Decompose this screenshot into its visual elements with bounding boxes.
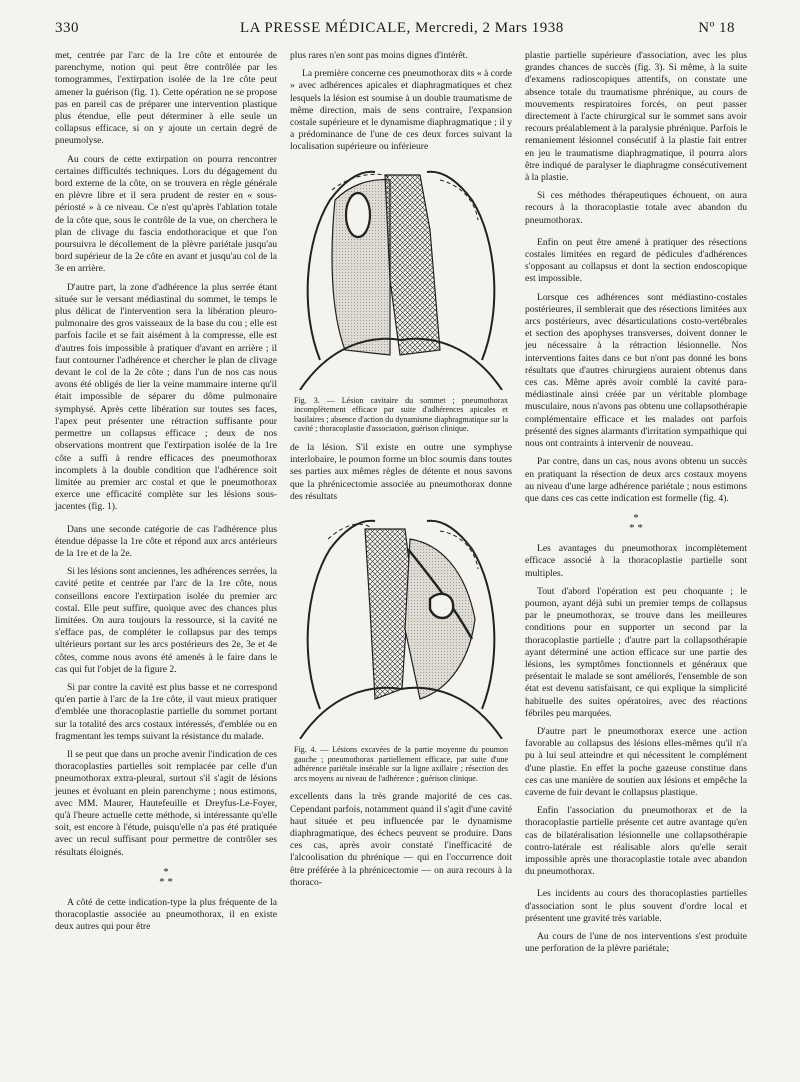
figure-3-thorax-diagram bbox=[290, 160, 512, 390]
paragraph: Enfin l'association du pneumothorax et de la thoracoplastie partielle présente cet autre avantage qu'en cas de bilatéralisation lésionnelle une collapsothérapie contro-latérale est réalisable alors qu'elle serait impossible après une thoracoplastie totale avec abandon du pneumothorax. bbox=[525, 805, 747, 878]
paragraph: D'autre part le pneumothorax exerce une action favorable au collapsus des lésions elles-mêmes qu'il n'a pu à lui seul atteindre et qui nécessitent le complément d'une plastie. En effet la poche gazeuse constitue dans ces cas une manière de soutien aux lésions et empêche la caverne de fuir devant le collapsus plastique. bbox=[525, 725, 747, 798]
paragraph: de la lésion. S'il existe en outre une symphyse interlobaire, le poumon forme un bloc soumis dans toutes ses parties aux mêmes règles de détente et nous savons que la phrénicectomie associée au pneumothorax donne des résultats bbox=[290, 442, 512, 502]
paragraph: Les incidents au cours des thoracoplasties partielles d'association sont le plus souvent d'ordre local et présentent une gravité très variable. bbox=[525, 888, 747, 924]
paragraph: Par contre, dans un cas, nous avons obtenu un succès en pratiquant la résection de deux arcs costaux moyens au niveau d'une large adhérence pariétale ; nous estimons que dans ces cas cette indication est formelle (fig. 4). bbox=[525, 456, 747, 504]
figure-4-caption: Fig. 4. — Lésions excavées de la partie moyenne du poumon gauche ; pneumothorax partiellement efficace, par suite d'une adhérence pariétale insécable sur la ligne axillaire ; résection des arcs moyens au niveau de l'adhérence ; guérison clinique. bbox=[294, 745, 508, 783]
section-separator: * * * bbox=[159, 865, 173, 888]
paragraph: excellents dans la très grande majorité de ces cas. Cependant parfois, notamment quand il s'agit d'une cavité haut située et peu influencée par le dynamisme diaphragmatique, des échecs peuvent se produire. Dans ces cas, après avoir constaté l'inefficacité de l'alcoolisation du phrénique — qui en l'occurrence doit être préférée à la phrénicectomie — on aura recours à la thoraco- bbox=[290, 791, 512, 888]
paragraph: Au cours de cette extirpation on pourra rencontrer certaines difficultés techniques. Lors du dégagement du bord externe de la côte, on se trouvera en règle générale en plèvre libre et il sera prudent de rester en « sous-périosté » à ce niveau. Ce n'est qu'après l'ablation totale de la côte que, sous le contrôle de la vue, on cherchera le plan de clivage du fascia endothoracique et que l'on poursuivra le décollement de la plèvre pariétale jusqu'au bord supérieur de la 2e côte en avant et jusqu'au col de la 3e en arrière. bbox=[55, 153, 277, 275]
column-2 bbox=[290, 50, 512, 895]
paragraph: Enfin on peut être amené à pratiquer des résections costales limitées en regard de pédicules d'adhérences s'opposant au collapsus et dont la section endoscopique est impossible. bbox=[525, 236, 747, 285]
paragraph: D'autre part, la zone d'adhérence la plus serrée étant située sur le versant médiastinal du sommet, le temps le plus délicat de l'intervention sera la libération pleuro-pulmonaire des gros vaisseaux de la base du cou ; elle est parfois facile et se fait aisément à la compresse, elle est d'autres fois impossible à pratiquer d'avant en arrière ; il faut contourner l'adhérence et chercher le plan de clivage devant le col de la 2e côte ; dans l'un de nos cas nous avons été obligés de lier la veine mammaire interne qu'il était impossible de séparer du dôme pulmonaire symphysé. Après cette libération sur toutes ses faces, l'apex peut présenter une rétraction suffisante pour permettre un collapsus efficace ; deux de nos observations montrent que l'extirpation isolée de la 1re côte a suffi à rendre efficaces des pneumothorax incomplets à la double condition que l'adhérence soit limitée au premier arc costal et que le pneumothorax exerce une efficacité complète sur les lésions sous-jacentes (fig. 1). bbox=[55, 281, 277, 513]
column-1 bbox=[55, 50, 277, 939]
paragraph: Les avantages du pneumothorax incomplètement efficace associé à la thoracoplastie partielle sont multiples. bbox=[525, 543, 747, 579]
column-3 bbox=[525, 50, 747, 961]
paragraph: A côté de cette indication-type la plus fréquente de la thoracoplastie associée au pneumothorax, il en existe deux autres qui pour être bbox=[55, 896, 277, 933]
figure-4-thorax-diagram bbox=[290, 509, 512, 739]
paragraph: Si ces méthodes thérapeutiques échouent, on aura recours à la thoracoplastie totale avec abandon du pneumothorax. bbox=[525, 190, 747, 226]
paragraph: Il se peut que dans un proche avenir l'indication de ces thoracoplasties partielles soit remplacée par celle d'un pneumothorax extra-pleural, surtout s'il s'agit de lésions jeunes et évoluant en plein parenchyme ; nous estimons, avec MM. Maurer, Hautefeuille et Dreyfus-Le-Foyer, qu'à l'heure actuelle cette méthode, si intéressante qu'elle soit, est encore à l'étude, puisqu'elle n'a pas été pratiquée avec un recul suffisant pour permettre de contrôler ses résultats éloignés. bbox=[55, 748, 277, 858]
paragraph: La première concerne ces pneumothorax dits « à corde » avec adhérences apicales et diaphragmatiques et chez lesquels la lésion est soumise à un double traumatisme de même direction, mais de sens contraire, l'expansion costale supérieure et le dynamisme diaphragmatique ; il y a prédominance de l'une de ces deux forces suivant la localisation supérieure ou inférieure bbox=[290, 68, 512, 153]
page-header bbox=[55, 14, 735, 38]
figure-4 bbox=[290, 509, 512, 783]
issue-number: Nº 18 bbox=[698, 20, 735, 36]
figure-3 bbox=[290, 160, 512, 434]
paragraph: plus rares n'en sont pas moins dignes d'intérêt. bbox=[290, 50, 468, 61]
paragraph: met, centrée par l'arc de la 1re côte et entourée de parenchyme, notion qui peut être contrôlée par les tomogrammes, l'extirpation isolée de la 1re côte peut amener la guérison (fig. 1). Cette opération ne se propose pas en pareil cas de préparer une intervention plastique plus étendue, elle peut déterminer à elle seule un collapsus efficace, si on y ajoute un certain degré de pneumolyse. bbox=[55, 50, 277, 147]
paragraph: Si par contre la cavité est plus basse et ne correspond qu'en partie à l'arc de la 1re côte, il vaut mieux pratiquer d'emblée une thoracoplastie partielle du sommet portant sur la totalité des arcs costaux intéressés, d'emblée ou en fragmentant les temps suivant la résistance du malade. bbox=[55, 681, 277, 742]
paragraph: Si les lésions sont anciennes, les adhérences serrées, la cavité petite et centrée par l'arc de la 1re côte, nous conseillons encore l'extirpation isolée du premier arc costal. Elle peut suffire, quoique avec des chances plus limitées. On aura toujours la ressource, si la cavité ne s'efface pas, de compléter le collapsus par des temps ultérieurs portant sur les arcs postérieurs des 2e, 3e et 4e côtes, comme nous avons été amenés à le faire dans le cas qui fut l'objet de la figure 2. bbox=[55, 566, 277, 675]
section-separator: * * * bbox=[629, 512, 643, 535]
figure-3-caption: Fig. 3. — Lésion cavitaire du sommet ; pneumothorax incomplètement efficace par suite d'adhérences apicales et basilaires ; absence d'action du dynamisme diaphragmatique sur la cavité ; thoracoplastie d'association, guérison clinique. bbox=[294, 395, 508, 434]
paragraph: plastie partielle supérieure d'association, avec les plus grandes chances de succès (fig. 3). Si même, à la suite d'examens radioscopiques attentifs, on constate une absence totale du traumatisme phrénique, au cours de mouvements respiratoires forcés, on peut passer directement à l'acte chirurgical sur le sommet sans avoir recours préalablement à la paralysie phrénique. Parfois le remaniement lésionnel consécutif à la plastie fait entrer en jeu le traumatisme diaphragmatique, il pourra alors être indiqué de paralyser le diaphragme consécutivement à la plastie. bbox=[525, 50, 747, 184]
paragraph: Dans une seconde catégorie de cas l'adhérence plus étendue dépasse la 1re côte et répond aux arcs antérieurs de la 1re et de la 2e. bbox=[55, 523, 277, 559]
paragraph: Au cours de l'une de nos interventions s'est produite une perforation de la plèvre pariétale; bbox=[525, 931, 747, 955]
paragraph: Lorsque ces adhérences sont médiastino-costales postérieures, il semblerait que des résections limitées aux arcs postérieurs, avec désarticulations costo-vertébrales et section des apophyses transverses, doivent donner le jeu nécessaire à la rétraction lésionnelle. Nos interventions faites dans ce but n'ont pas donné les bons résultats que d'autres chirurgiens auraient obtenus dans ces cas. Même après avoir comblé la cavité para-médiastinale ainsi créée par un véritable plombage musculaire, nous n'avons pas obtenu une collapsothérapie complémentaire efficace et les malades ont parfois présenté des signes alarmants d'irritation sympathique qui nous ont contraints à intervenir de nouveau. bbox=[525, 291, 747, 450]
page-number: 330 bbox=[55, 20, 79, 36]
journal-title: LA PRESSE MÉDICALE, Mercredi, 2 Mars 1938 bbox=[240, 20, 564, 36]
paragraph: Tout d'abord l'opération est peu choquante ; le poumon, ayant déjà subi un premier temps de collapsus par le pneumothorax, se trouve dans les meilleures conditions pour en supporter un second par la thoracoplastie partielle ; d'autre part la collapsothérapie ayant déterminé une action efficace sur une partie des lésions, les symptômes fonctionnels et généraux que présentait le malade se sont améliorés, l'ensemble de son état est devenu satisfaisant, ce qui explique la simplicité habituelle des suites opératoires, avec des réactions fébriles peu marquées. bbox=[525, 585, 747, 719]
